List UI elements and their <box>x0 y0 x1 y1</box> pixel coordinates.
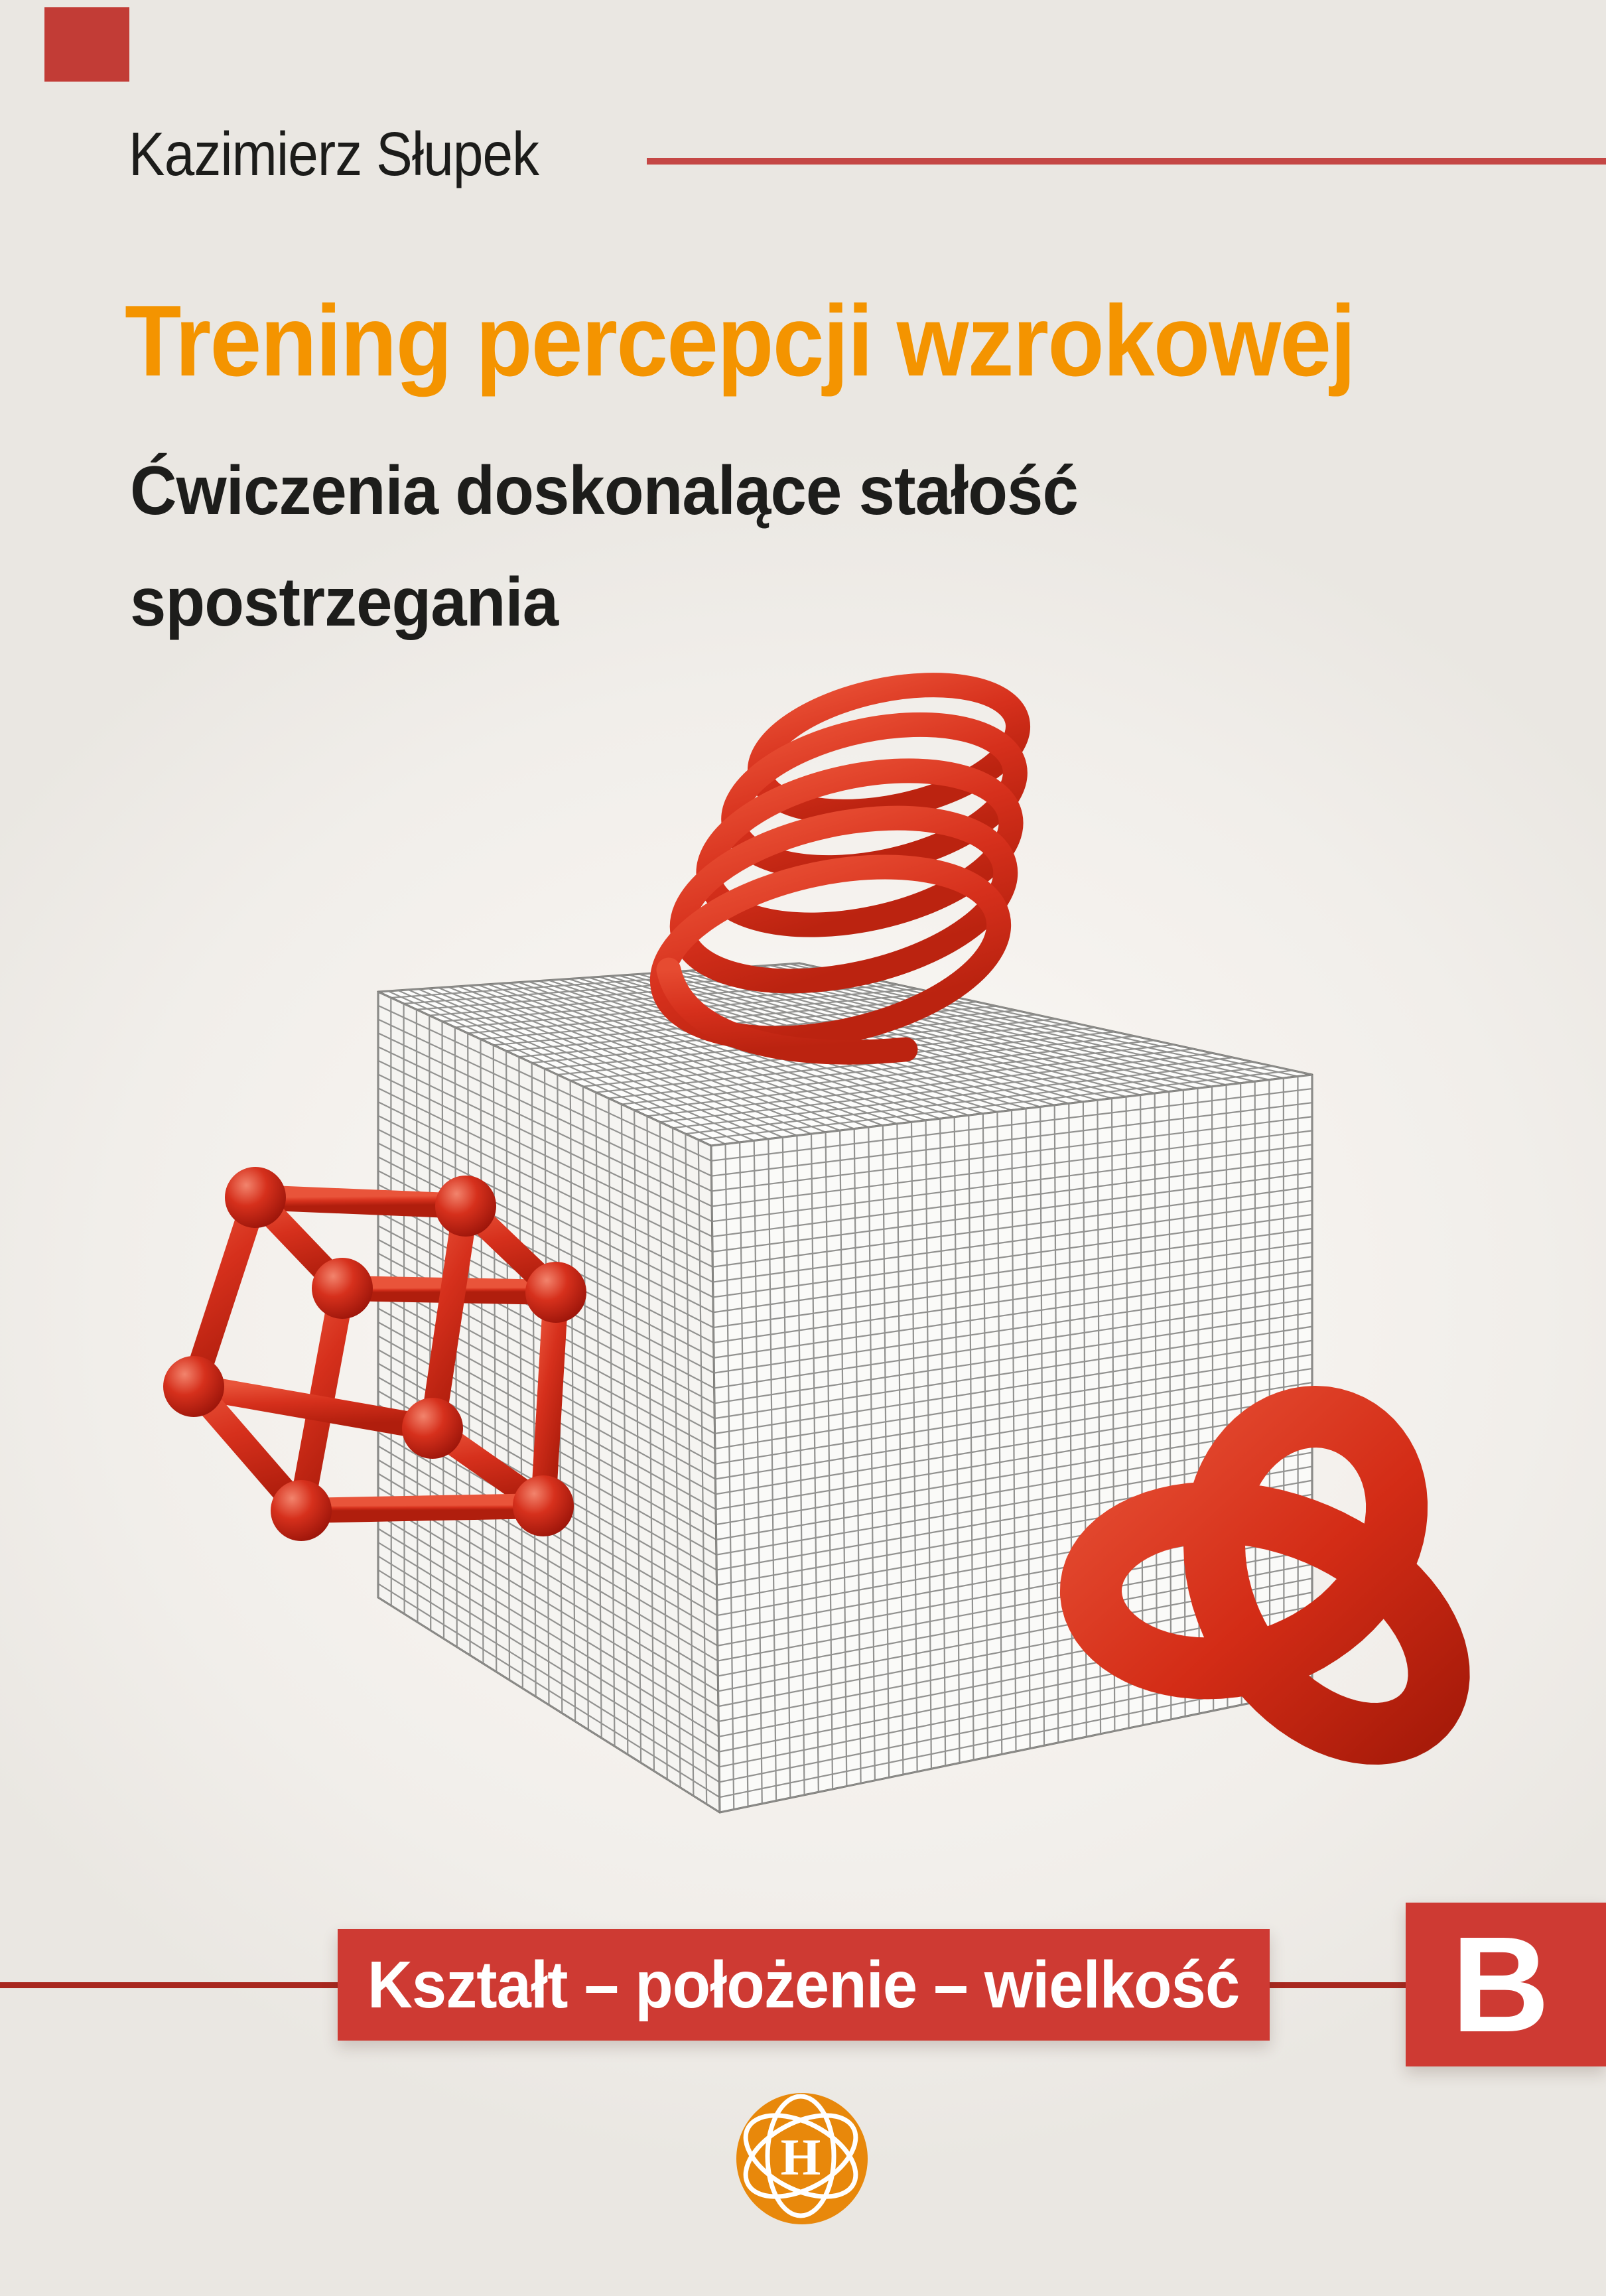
author-name-text: Kazimierz Słupek <box>129 119 539 188</box>
publisher-logo <box>729 2086 875 2232</box>
subtitle-line-2: spostrzegania <box>130 564 559 642</box>
publisher-initial: H <box>780 2128 821 2186</box>
level-badge <box>1406 1903 1606 2066</box>
book-title-text: Trening percepcji wzrokowej <box>125 285 1355 397</box>
subtitle-line-1: Ćwiczenia doskonalące stałość <box>130 452 1078 529</box>
level-badge-letter: B <box>1451 1909 1550 2060</box>
series-banner-label: Kształt – położenie – wielkość <box>368 1948 1240 2022</box>
series-banner <box>338 1929 1270 2041</box>
